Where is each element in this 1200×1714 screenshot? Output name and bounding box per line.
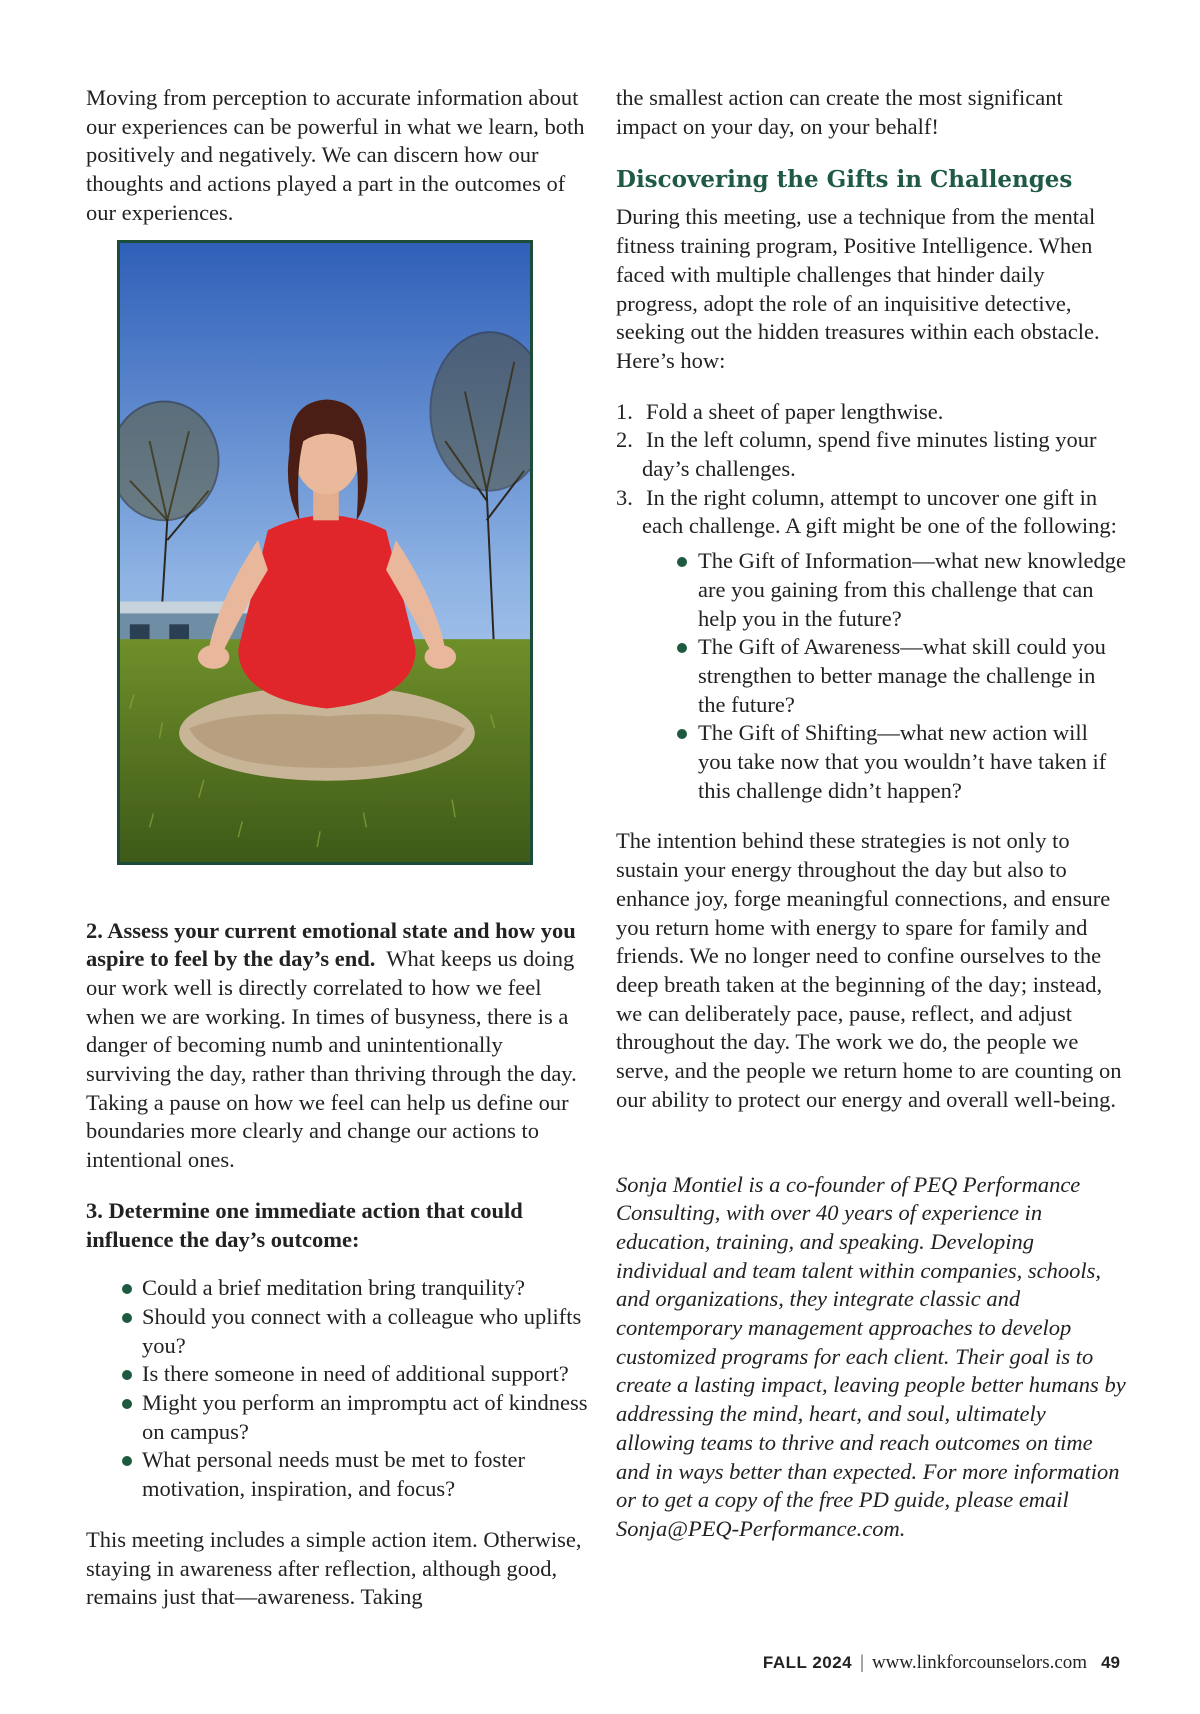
issue-season: FALL 2024 [762, 1653, 853, 1672]
footer-separator: | [860, 1652, 864, 1673]
continuation-paragraph: the smallest action can create the most significant impact on your day, on your behalf! [616, 85, 1063, 139]
website-link[interactable]: www.linkforcounselors.com [871, 1652, 1088, 1673]
section-heading: Discovering the Gifts in Challenges [616, 166, 1073, 194]
list-item [616, 484, 1126, 806]
list-item: Is there someone in need of additional support? [122, 1360, 591, 1389]
step-text: Fold a sheet of paper lengthwise. [646, 398, 944, 424]
list-item [616, 398, 1126, 427]
step-2-paragraph [86, 917, 591, 1175]
page-footer [763, 1652, 1120, 1674]
step-number: 1. [616, 398, 633, 424]
page-number: 49 [1101, 1653, 1120, 1672]
step-2-body: What keeps us doing our work well is directly correlated to how we feel when we are working. In times of busyness, there is a danger of becoming numb and unintentionally surviving the day, rather than thriving through the day. Taking a pause on how we feel can help us define our boundaries more clearly and change our actions to intentional ones. [86, 946, 577, 1173]
meditation-photo [117, 240, 533, 865]
section-intro: During this meeting, use a technique from the mental fitness training program, Positive Intelligence. When faced with multiple challenges that hinder daily progress, adopt the role of an inquisitive detective, seeking out the hidden treasures within each obstacle. Here’s how: [616, 204, 1100, 373]
list-item: The Gift of Information—what new knowledge are you gaining from this challenge that can help you in the future? [674, 547, 1126, 633]
left-column [86, 84, 591, 1612]
list-item [616, 426, 1126, 483]
step-3-title [86, 1197, 591, 1254]
step-3-bullet-list [122, 1274, 591, 1504]
closing-paragraph: This meeting includes a simple action item. Otherwise, staying in awareness after reflection, although good, remains just that—awareness. Taking [86, 1526, 582, 1610]
meditation-illustration [120, 243, 530, 862]
step-3-title-text: 3. Determine one immediate action that could influence the day’s outcome: [86, 1197, 523, 1252]
intro-paragraph: Moving from perception to accurate information about our experiences can be powerful in what we learn, both positively and negatively. We can discern how our thoughts and actions played a part in the outcomes of our experiences. [86, 85, 585, 225]
step-2-title: 2. Assess your current emotional state and how you aspire to feel by the day’s end. [86, 917, 576, 972]
list-item: What personal needs must be met to foster motivation, inspiration, and focus? [122, 1446, 591, 1503]
right-column [616, 84, 1126, 1544]
author-bio: Sonja Montiel is a co-founder of PEQ Performance Consulting, with over 40 years of experience in education, training, and speaking. Developing individual and team talent within companies, schools, and organizations, they integrate classic and contemporary management approaches to develop customized programs for each client. Their goal is to create a lasting impact, leaving people better humans by addressing the mind, heart, and soul, ultimately allowing teams to thrive and reach outcomes on time and in ways better than expected. For more information or to get a copy of the free PD guide, please email Sonja@PEQ-Performance.com. [616, 1171, 1126, 1541]
list-item: Could a brief meditation bring tranquility? [122, 1274, 591, 1303]
list-item: The Gift of Shifting—what new action will you take now that you wouldn’t have taken if this challenge didn’t happen? [674, 719, 1126, 805]
steps-list [616, 398, 1126, 806]
gifts-list [674, 547, 1126, 805]
step-text: In the left column, spend five minutes listing your day’s challenges. [642, 427, 1097, 482]
intention-paragraph: The intention behind these strategies is not only to sustain your energy throughout the day but also to enhance joy, forge meaningful connections, and ensure you return home with energy to spare for family and friends. We no longer need to confine ourselves to the deep breath taken at the beginning of the day; instead, we can deliberately pace, pause, reflect, and adjust throughout the day. The work we do, the people we serve, and the people we return home to are counting on our ability to protect our energy and overall well-being. [616, 828, 1122, 1112]
list-item: Might you perform an impromptu act of kindness on campus? [122, 1389, 591, 1446]
list-item: Should you connect with a colleague who uplifts you? [122, 1303, 591, 1360]
step-number: 3. [616, 484, 633, 510]
step-number: 2. [616, 427, 633, 453]
list-item: The Gift of Awareness—what skill could you strengthen to better manage the challenge in the future? [674, 633, 1126, 719]
step-text: In the right column, attempt to uncover one gift in each challenge. A gift might be one of the following: [642, 484, 1117, 539]
